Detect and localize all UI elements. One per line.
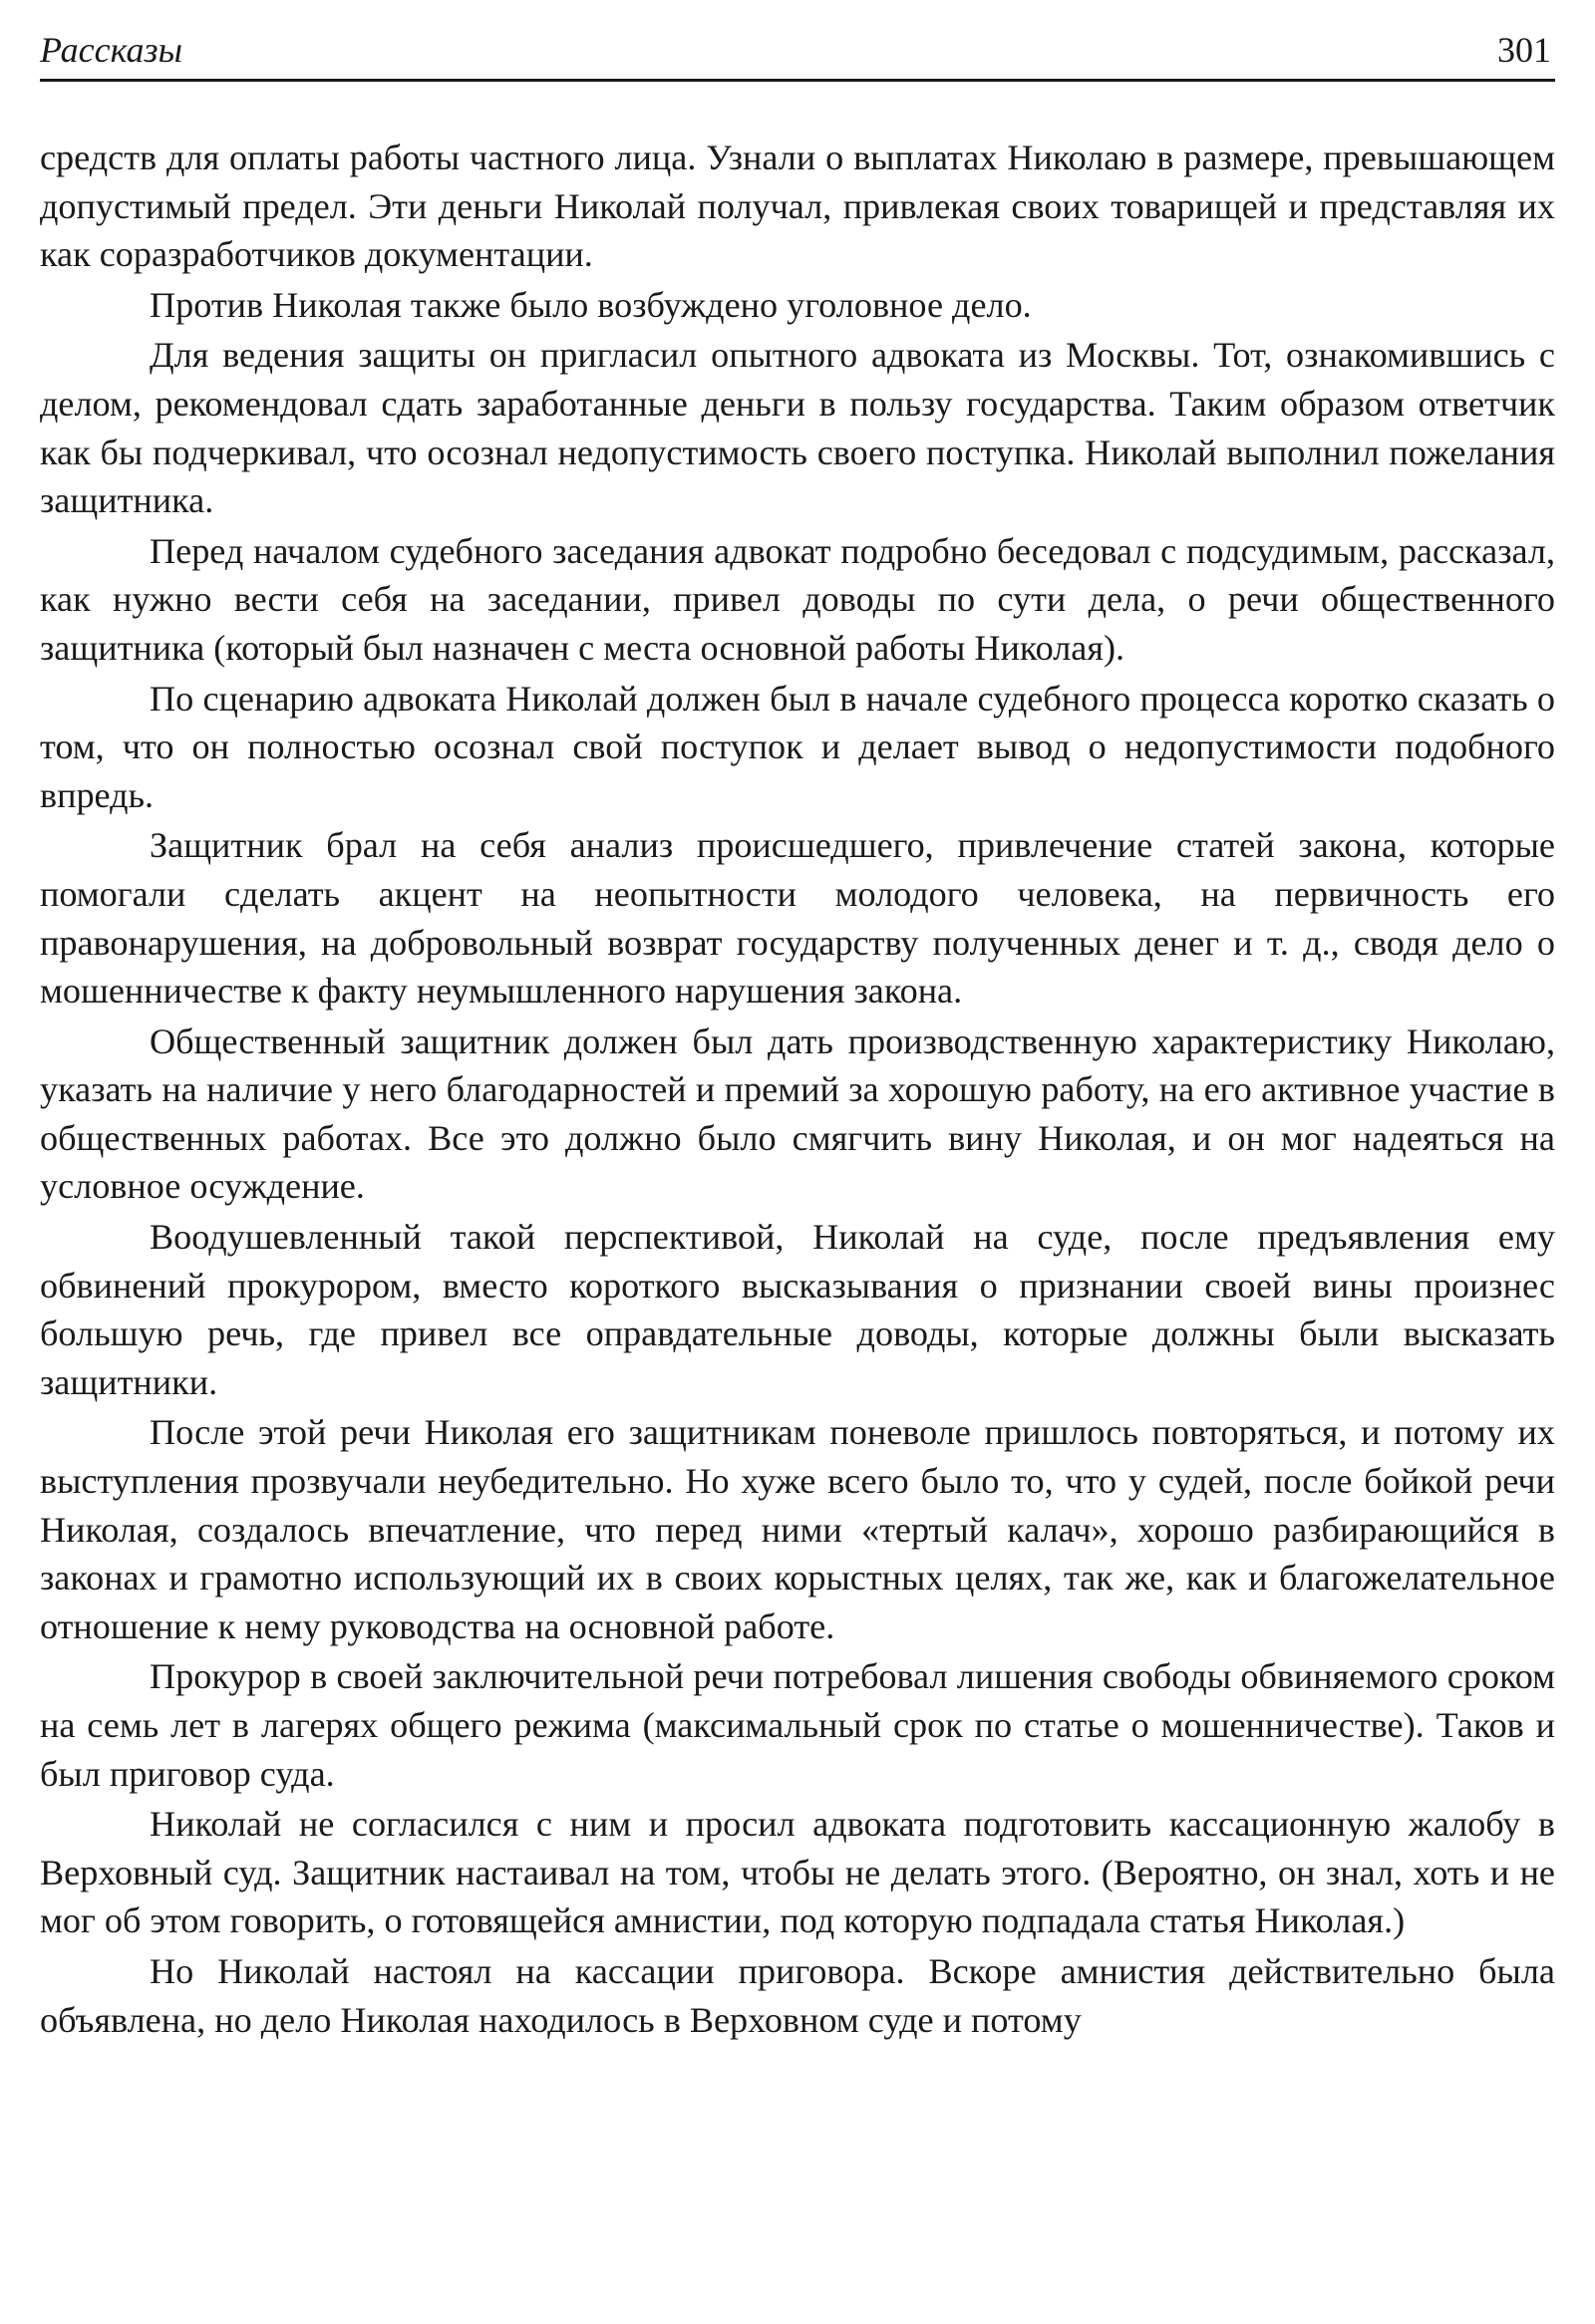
- paragraph-2: Против Николая также было возбуждено уголовное дело.: [150, 284, 1032, 325]
- page-number: 301: [1497, 30, 1551, 70]
- paragraph-6: Защитник брал на себя анализ происшедшего, привлечение статей закона, которые помогали сделать акцент на неопытности молодого человека, на первичность его правонарушения, на добровольный возврат государству полученных денег и т. д., сводя дело о мошенничестве к факту неумышленного нарушения закона.: [40, 825, 1555, 1012]
- paragraph-8: Воодушевленный такой перспективой, Николай на суде, после предъявления ему обвинений прокурором, вместо короткого высказывания о признании своей вины произнес большую речь, где привел все оправдательные доводы, которые должны были высказать защитники.: [40, 1217, 1555, 1402]
- running-header: [40, 26, 1555, 82]
- section-title: Рассказы: [40, 30, 182, 70]
- book-page: [40, 0, 1555, 2324]
- paragraph-12: Но Николай настоял на кассации приговора. Вскоре амнистия действительно была объявлена, но дело Николая находилось в Верховном суде и потому: [40, 1950, 1555, 2040]
- paragraph-7: Общественный защитник должен был дать производственную характеристику Николаю, указать на наличие у него благодарностей и премий за хорошую работу, на его активное участие в общественных работах. Все это должно было смягчить вину Николая, и он мог надеяться на условное осуждение.: [40, 1020, 1555, 1207]
- paragraph-3: Для ведения защиты он пригласил опытного адвоката из Москвы. Тот, ознакомившись с делом, рекомендовал сдать заработанные деньги в пользу государства. Таким образом ответчик как бы подчеркивал, что осознал недопустимость своего поступка. Николай выполнил пожелания защитника.: [40, 335, 1555, 521]
- paragraph-1: средств для оплаты работы частного лица. Узнали о выплатах Николаю в размере, превышающем допустимый предел. Эти деньги Николай получал, привлекая своих товарищей и представляя их как соразработчиков документации.: [40, 138, 1555, 275]
- paragraph-9: После этой речи Николая его защитникам поневоле пришлось повторяться, и потому их выступления прозвучали неубедительно. Но хуже всего было то, что у судей, после бойкой речи Николая, создалось впечатление, что перед ними «тертый калач», хорошо разбирающийся в законах и грамотно использующий их в своих корыстных целях, так же, как и благожелательное отношение к нему руководства на основной работе.: [40, 1412, 1555, 1646]
- paragraph-4: Перед началом судебного заседания адвокат подробно беседовал с подсудимым, рассказал, как нужно вести себя на заседании, привел доводы по сути дела, о речи общественного защитника (который был назначен с места основной работы Николая).: [40, 530, 1555, 668]
- paragraph-11: Николай не согласился с ним и просил адвоката подготовить кассационную жалобу в Верховный суд. Защитник настаивал на том, чтобы не делать этого. (Вероятно, он знал, хоть и не мог об этом говорить, о готовящейся амнистии, под которую подпадала статья Николая.): [40, 1804, 1555, 1941]
- paragraph-5: По сценарию адвоката Николай должен был в начале судебного процесса коротко сказать о том, что он полностью осознал свой поступок и делает вывод о недопустимости подобного впредь.: [40, 678, 1555, 815]
- body-text: [40, 134, 1555, 2046]
- paragraph-10: Прокурор в своей заключительной речи потребовал лишения свободы обвиняемого сроком на семь лет в лагерях общего режима (максимальный срок по статье о мошенничестве). Таков и был приговор суда.: [40, 1656, 1555, 1794]
